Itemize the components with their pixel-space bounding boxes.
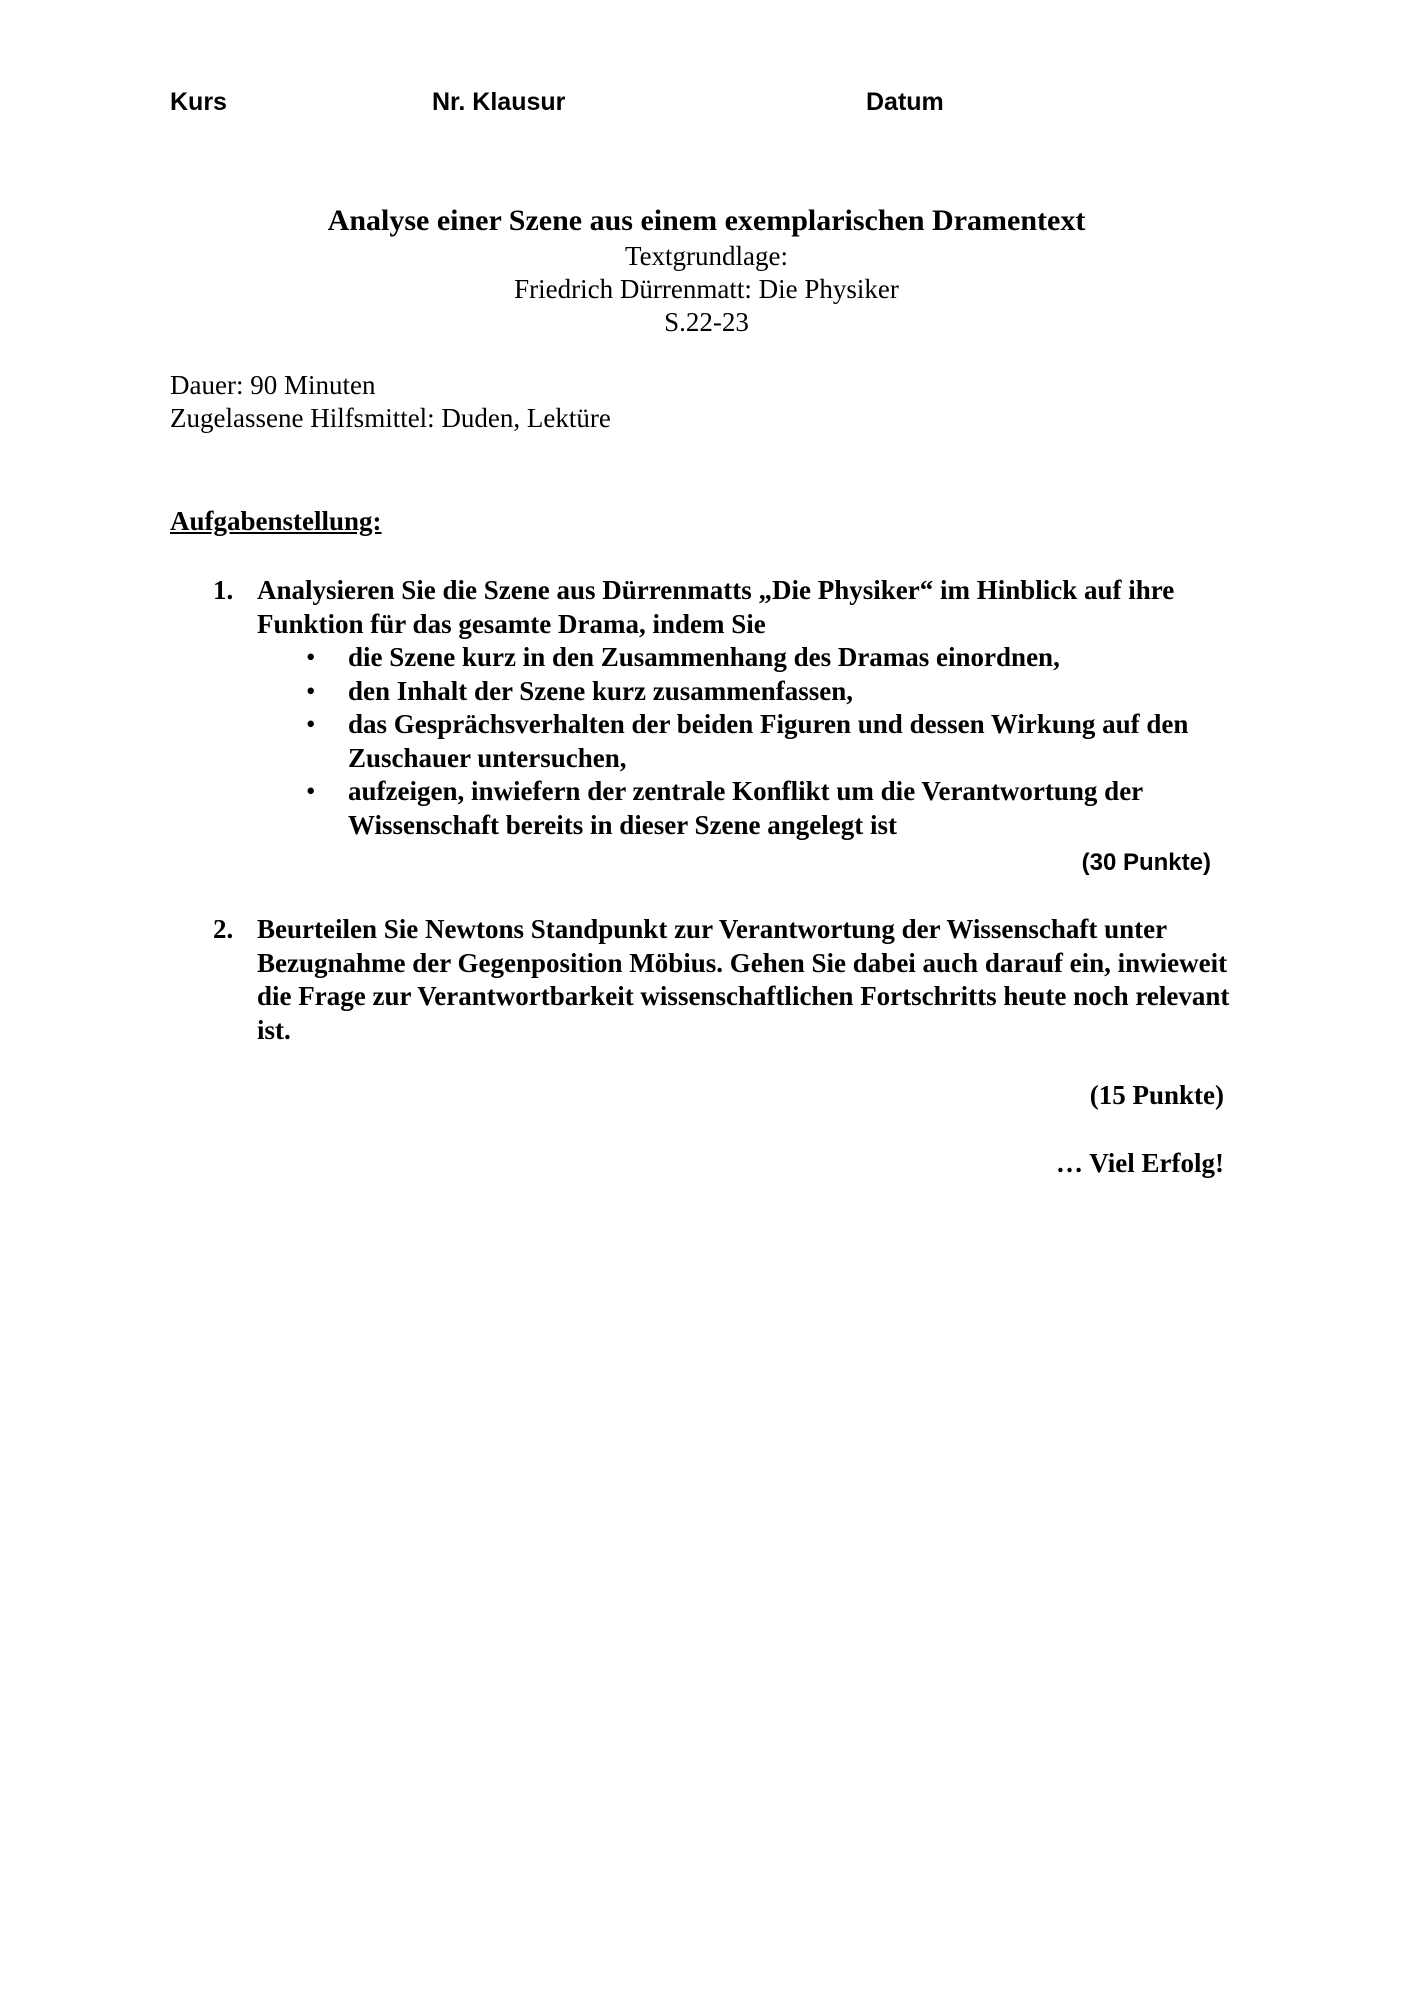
bullet-text: den Inhalt der Szene kurz zusammenfassen,	[348, 675, 854, 706]
list-item	[306, 641, 1243, 675]
text-basis-work: Friedrich Dürrenmatt: Die Physiker	[514, 274, 899, 304]
task-1-points: (30 Punkte)	[1081, 849, 1211, 876]
bullet-text: das Gesprächsverhalten der beiden Figuren und dessen Wirkung auf den Zuschauer untersuchen,	[348, 709, 1189, 773]
task-1-intro: Analysieren Sie die Szene aus Dürrenmatts „Die Physiker“ im Hinblick auf ihre Funktion für das gesamte Drama, indem Sie	[257, 575, 1175, 639]
task-2-text: Beurteilen Sie Newtons Standpunkt zur Verantwortung der Wissenschaft unter Bezugnahme der Gegenposition Möbius. Gehen Sie dabei auch darauf ein, inwieweit die Frage zur Verantwortbarkeit wissenschaftlichen Fortschritts heute noch relevant ist.	[257, 914, 1230, 1045]
tasks-heading: Aufgabenstellung:	[170, 506, 382, 536]
exam-duration: Dauer: 90 Minuten	[170, 370, 376, 400]
bullet-icon: •	[306, 776, 316, 806]
list-item	[306, 708, 1243, 775]
task-1	[213, 574, 1243, 842]
closing-wish: … Viel Erfolg!	[1056, 1148, 1224, 1178]
document-title: Analyse einer Szene aus einem exemplarischen Dramentext	[327, 204, 1086, 237]
text-basis-label: Textgrundlage:	[624, 241, 789, 271]
bullet-icon: •	[306, 675, 316, 706]
task-2-points: (15 Punkte)	[1089, 1080, 1224, 1110]
list-item	[306, 775, 1243, 842]
title-block	[0, 202, 1413, 339]
header-nr-klausur: Nr. Klausur	[432, 88, 566, 116]
header-kurs: Kurs	[170, 88, 227, 116]
bullet-icon: •	[306, 642, 316, 672]
bullet-text: aufzeigen, inwiefern der zentrale Konflikt um die Verantwortung der Wissenschaft bereits in dieser Szene angelegt ist	[348, 776, 1143, 840]
text-basis-pages: S.22-23	[664, 307, 749, 337]
exam-header	[0, 88, 1413, 122]
exam-aids: Zugelassene Hilfsmittel: Duden, Lektüre	[170, 403, 611, 433]
task-2-number: 2.	[213, 914, 234, 944]
task-1-bullet-list	[306, 641, 1243, 842]
header-datum: Datum	[866, 88, 944, 116]
task-1-number: 1.	[213, 575, 234, 605]
bullet-text: die Szene kurz in den Zusammenhang des Dramas einordnen,	[348, 642, 1060, 672]
bullet-icon: •	[306, 709, 316, 739]
exam-meta	[170, 369, 611, 435]
task-2	[213, 913, 1243, 1047]
list-item	[306, 675, 1243, 709]
